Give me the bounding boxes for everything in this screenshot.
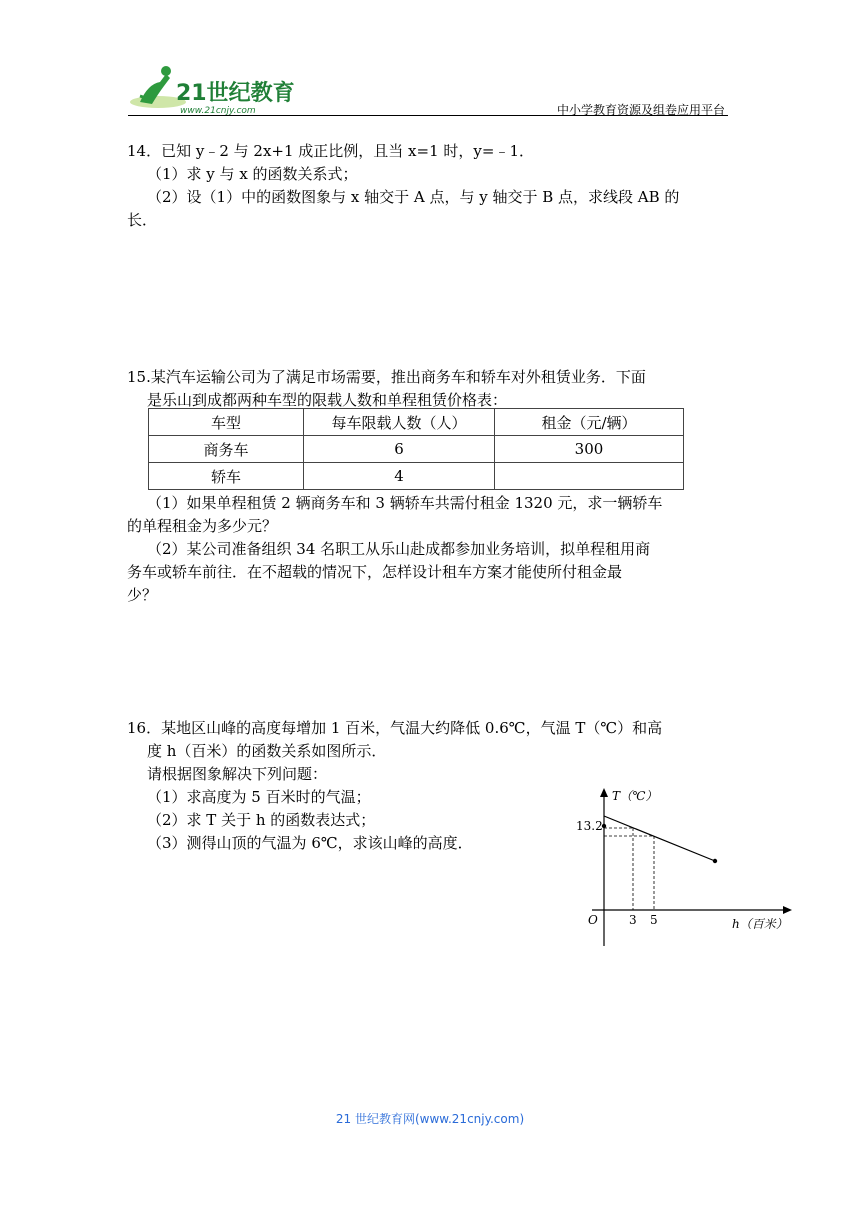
q14-part1: （1）求 y 与 x 的函数关系式； (147, 165, 358, 183)
table-cell: 300 (495, 436, 684, 463)
table-cell (495, 463, 684, 490)
x-tick-label-5: 5 (650, 913, 658, 927)
footer-link[interactable]: 21 世纪教育网(www.21cnjy.com) (335, 1112, 525, 1126)
table-cell: 4 (304, 463, 495, 490)
x-axis-label: h（百米） (732, 917, 788, 931)
q15-part1-line1: （1）如果单程租赁 2 辆商务车和 3 辆轿车共需付租金 1320 元，求一辆轿车 (147, 494, 663, 512)
q16-part2: （2）求 T 关于 h 的函数表达式； (147, 811, 376, 829)
table-header-cell: 每车限载人数（人） (304, 409, 495, 436)
table-cell: 6 (304, 436, 495, 463)
q14-part2: （2）设（1）中的函数图象与 x 轴交于 A 点，与 y 轴交于 B 点，求线段 AB 的 (147, 188, 680, 206)
q16-part3: （3）测得山顶的气温为 6℃，求该山峰的高度． (147, 834, 473, 852)
q15-part2-line2: 务车或轿车前往．在不超载的情况下，怎样设计租车方案才能使所付租金最 (127, 563, 623, 581)
q16-stem-line2: 度 h（百米）的函数关系如图所示． (147, 742, 387, 760)
q15-stem-line1: 15.某汽车运输公司为了满足市场需要，推出商务车和轿车对外租赁业务．下面 (127, 368, 646, 386)
temperature-height-graph (560, 786, 795, 951)
site-logo (118, 62, 303, 120)
q16-stem-line1: 16．某地区山峰的高度每增加 1 百米，气温大约降低 0.6℃，气温 T（℃）和高 (127, 719, 663, 737)
q14-part2-cont: 长． (127, 211, 158, 229)
table-header-cell: 车型 (149, 409, 304, 436)
x-axis-arrow (783, 906, 792, 914)
q15-part1-line2: 的单程租金为多少元？ (127, 517, 278, 535)
platform-label: 中小学教育资源及组卷应用平台 (556, 103, 725, 117)
q16-instruction: 请根据图象解决下列问题： (147, 765, 328, 783)
logo-url: www.21cnjy.com (180, 106, 256, 116)
table-header-row (149, 409, 684, 436)
origin-label: O (588, 913, 598, 927)
q16-part1: （1）求高度为 5 百米时的气温； (147, 788, 371, 806)
q15-part2-line1: （2）某公司准备组织 34 名职工从乐山赴成都参加业务培训，拟单程租用商 (147, 540, 651, 558)
table-cell: 商务车 (149, 436, 304, 463)
rental-table (148, 408, 684, 490)
y-tick-label: 13.2 (576, 819, 603, 833)
q14-stem: 14．已知 y﹣2 与 2x+1 成正比例，且当 x=1 时，y=﹣1． (127, 142, 534, 160)
y-axis-label: T（℃） (612, 789, 658, 803)
table-cell: 轿车 (149, 463, 304, 490)
table-header-cell: 租金（元/辆） (495, 409, 684, 436)
end-point (713, 859, 717, 863)
function-line (604, 816, 715, 861)
header-divider (128, 115, 728, 116)
logo-text: 21世纪教育 (176, 81, 295, 106)
table-row (149, 463, 684, 490)
x-tick-label-3: 3 (629, 913, 637, 927)
table-row (149, 436, 684, 463)
q15-stem-line2: 是乐山到成都两种车型的限载人数和单程租赁价格表： (147, 391, 508, 409)
q15-part2-line3: 少？ (127, 586, 158, 604)
y-axis-arrow (600, 788, 608, 797)
